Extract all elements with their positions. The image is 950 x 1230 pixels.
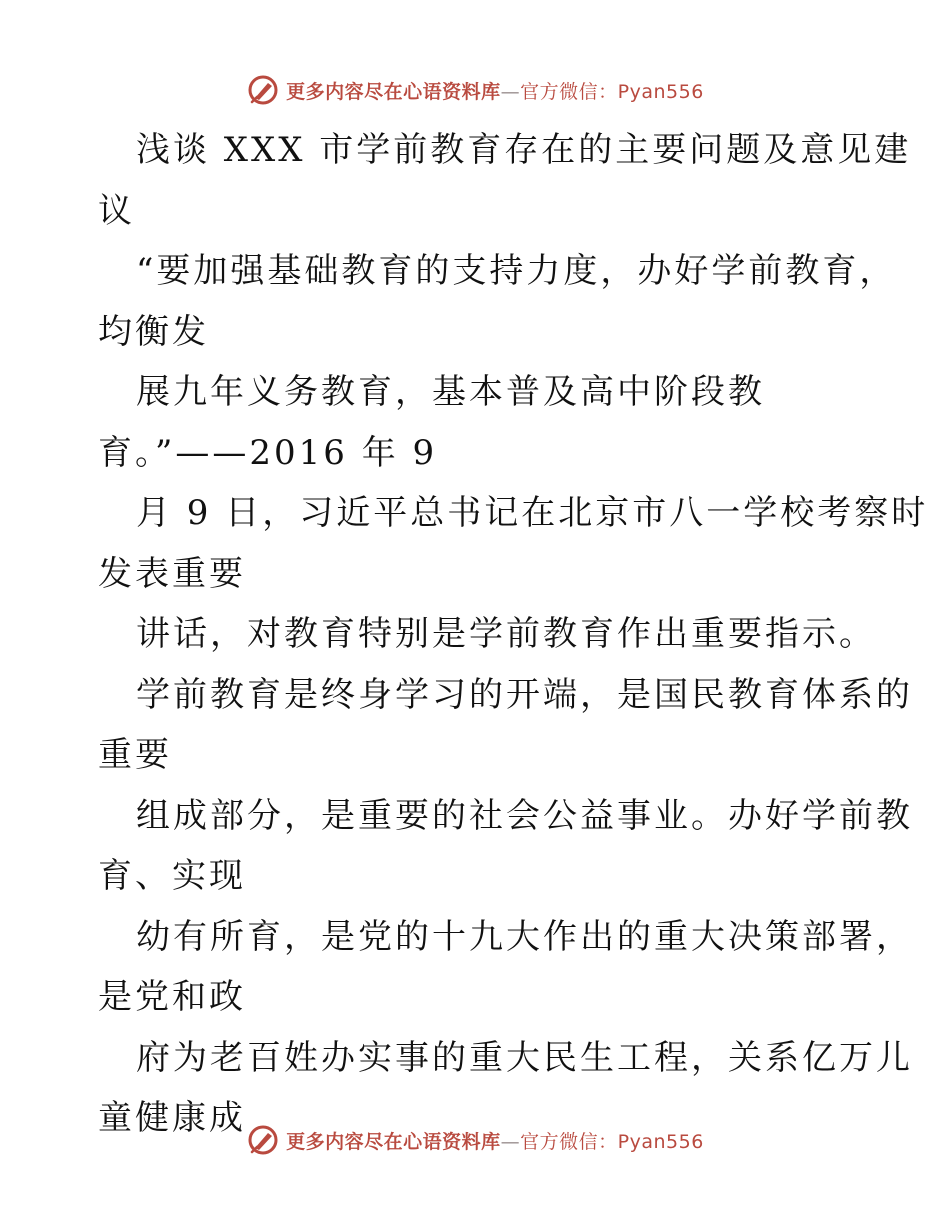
- quill-logo-icon: [246, 1123, 280, 1157]
- header-banner: [0, 70, 950, 110]
- footer-banner-text: [286, 1127, 704, 1154]
- header-banner-text: [286, 77, 704, 104]
- document-line: 府为老百姓办实事的重大民生工程，关系亿万儿: [136, 1037, 913, 1078]
- document-line: 幼有所育，是党的十九大作出的重大决策部署，: [136, 916, 913, 957]
- document-line: 育、实现: [98, 856, 246, 896]
- quill-logo-icon: [246, 73, 280, 107]
- document-line: 讲话，对教育特别是学前教育作出重要指示。: [136, 614, 876, 654]
- document-line: 月 9 日，习近平总书记在北京市八一学校考察时: [136, 493, 929, 533]
- document-line: 议: [98, 190, 135, 231]
- document-line: 育。”——2016 年 9: [98, 432, 438, 473]
- document-line: “要加强基础教育的支持力度，办好学前教育，: [136, 251, 897, 291]
- footer-wechat-text: 官方微信：Pyan556: [520, 1130, 704, 1153]
- document-line: 浅谈 XXX 市学前教育存在的主要问题及意见建: [136, 130, 912, 170]
- header-wechat-text: 官方微信：Pyan556: [520, 80, 704, 103]
- document-line: 学前教育是终身学习的开端，是国民教育体系的: [136, 674, 913, 715]
- footer-separator: —: [500, 1130, 521, 1153]
- header-separator: —: [500, 80, 521, 103]
- document-line: 童健康成: [98, 1098, 246, 1138]
- document-line: 是党和政: [98, 977, 246, 1017]
- document-body: [98, 120, 929, 1149]
- footer-banner: [0, 1120, 950, 1160]
- footer-brand-text: 更多内容尽在心语资料库: [286, 1130, 501, 1153]
- document-line: 重要: [98, 735, 172, 775]
- document-line: 均衡发: [98, 311, 209, 352]
- document-line: 展九年义务教育，基本普及高中阶段教: [136, 372, 765, 412]
- document-line: 发表重要: [98, 553, 246, 594]
- header-brand-text: 更多内容尽在心语资料库: [286, 80, 501, 103]
- document-line: 组成部分，是重要的社会公益事业。办好学前教: [136, 795, 913, 836]
